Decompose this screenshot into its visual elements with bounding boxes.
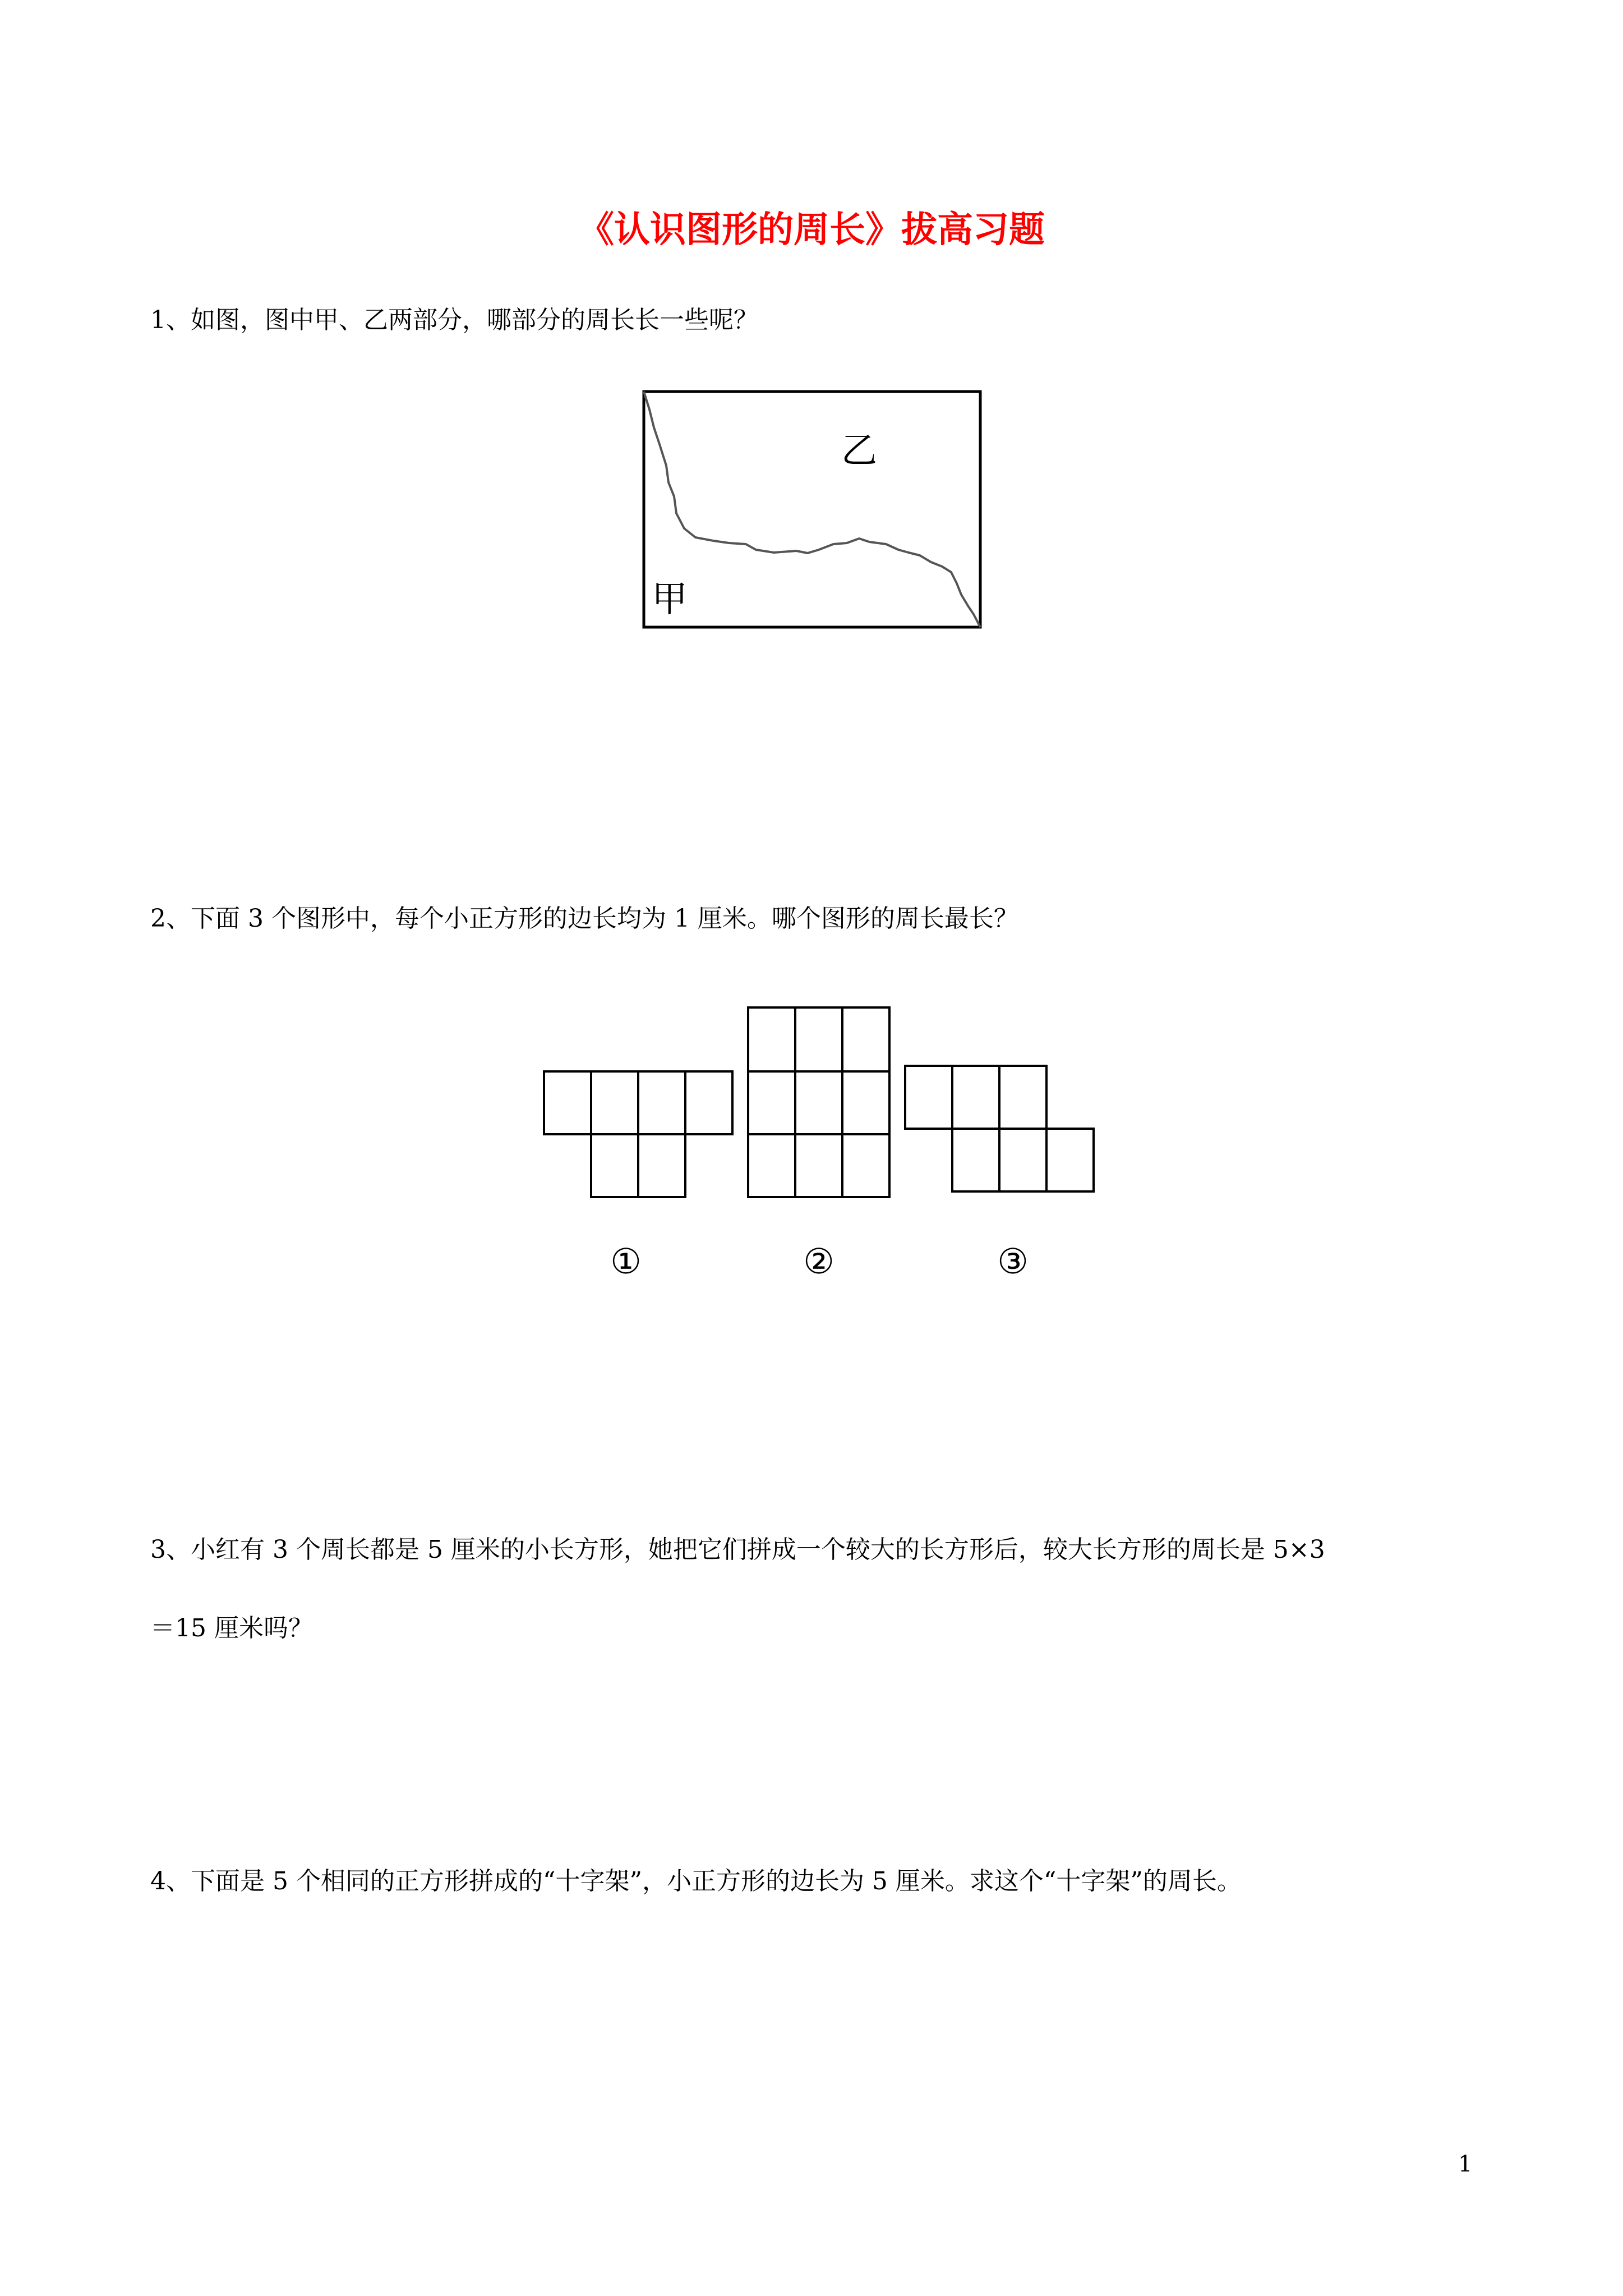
question-3-text-line-2: ＝15 厘米吗？ [150, 1614, 313, 1642]
page-number: 1 [1458, 2151, 1473, 2177]
question-2-text: 2、下面 3 个图形中，每个小正方形的边长均为 1 厘米。哪个图形的周长最长？ [150, 904, 1018, 933]
question-1-text: 1、如图，图中甲、乙两部分，哪部分的周长长一些呢？ [150, 306, 758, 334]
shape-3 [905, 1066, 1094, 1191]
shape-label-2: ② [803, 1241, 834, 1282]
question-1-figure [639, 387, 987, 634]
region-label-yi: 乙 [841, 430, 877, 472]
shape-label-1: ① [610, 1241, 642, 1282]
question-3-text-line-1: 3、小红有 3 个周长都是 5 厘米的小长方形，她把它们拼成一个较大的长方形后，较大长方形的周长是 5×3 [150, 1535, 1325, 1564]
shape-1 [544, 1071, 732, 1197]
question-2-figure [538, 1004, 1105, 1296]
region-label-jia: 甲 [652, 579, 688, 620]
shape-label-3: ③ [997, 1241, 1029, 1282]
outer-rectangle [644, 392, 980, 627]
page-title: 《认识图形的周长》拔高习题 [578, 209, 1045, 251]
shape-2 [748, 1007, 889, 1197]
question-4-text: 4、下面是 5 个相同的正方形拼成的“十字架”，小正方形的边长为 5 厘米。求这个“十字架”的周长。 [150, 1867, 1242, 1895]
dividing-curve [644, 392, 980, 627]
